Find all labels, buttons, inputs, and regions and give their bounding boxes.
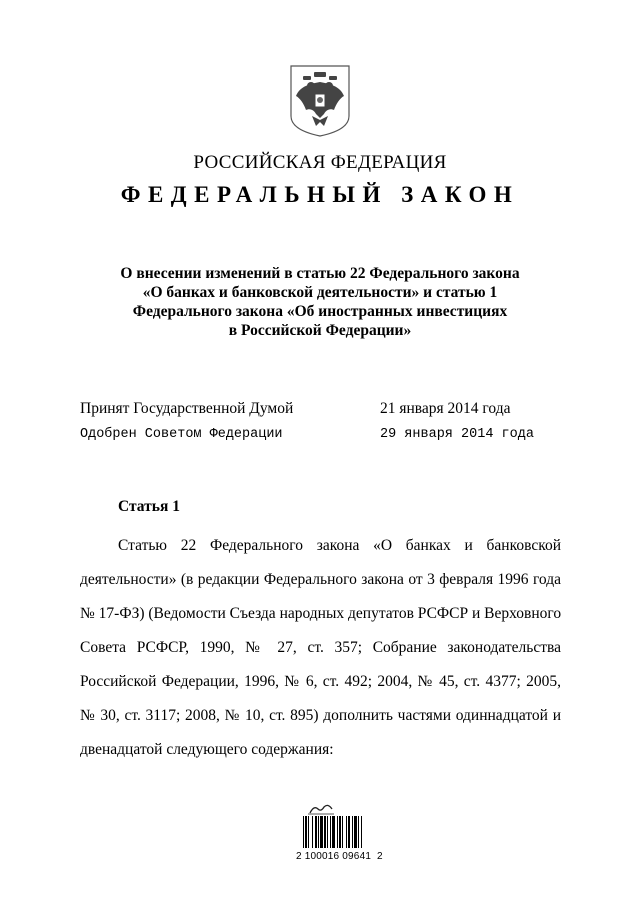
coat-of-arms-icon — [288, 64, 352, 138]
article-body — [80, 529, 561, 767]
article-line: Статью 22 Федерального закона «О банках и банковской — [118, 537, 561, 554]
article-line: деятельности» (в редакции Федерального закона от 3 февраля 1996 года — [80, 571, 561, 588]
law-title — [100, 264, 540, 340]
barcode-icon — [303, 816, 379, 848]
article-line: Российской Федерации, 1996, № 6, ст. 492; 2004, № 45, ст. 4377; 2005, — [80, 673, 561, 690]
article-line: № 30, ст. 3117; 2008, № 10, ст. 895) дополнить частями одиннадцатой и — [80, 707, 561, 724]
document-type-heading: ФЕДЕРАЛЬНЫЙ ЗАКОН — [120, 182, 520, 207]
duma-adoption-label: Принят Государственной Думой — [80, 400, 294, 417]
article-line: № 17-ФЗ) (Ведомости Съезда народных депутатов РСФСР и Верховного — [80, 605, 562, 622]
article-line: Совета РСФСР, 1990, № 27, ст. 357; Собрание законодательства — [80, 639, 561, 656]
council-approval-label: Одобрен Советом Федерации — [80, 427, 283, 442]
country-heading: РОССИЙСКАЯ ФЕДЕРАЦИЯ — [193, 152, 447, 173]
article-line: двенадцатой следующего содержания: — [80, 741, 334, 758]
law-title-line: О внесении изменений в статью 22 Федерального закона — [120, 265, 520, 282]
article-heading: Статья 1 — [118, 498, 180, 515]
stamp-icon — [306, 802, 336, 814]
duma-adoption-date: 21 января 2014 года — [380, 400, 511, 417]
law-title-line: Федерального закона «Об иностранных инвестициях — [132, 303, 508, 320]
law-title-line: в Российской Федерации» — [228, 322, 412, 339]
council-approval-row — [80, 427, 580, 447]
duma-adoption-row — [80, 400, 580, 420]
barcode-number: 2 100016 09641 2 — [296, 851, 383, 862]
law-title-line: «О банках и банковской деятельности» и статью 1 — [142, 284, 498, 301]
council-approval-date: 29 января 2014 года — [380, 427, 534, 442]
